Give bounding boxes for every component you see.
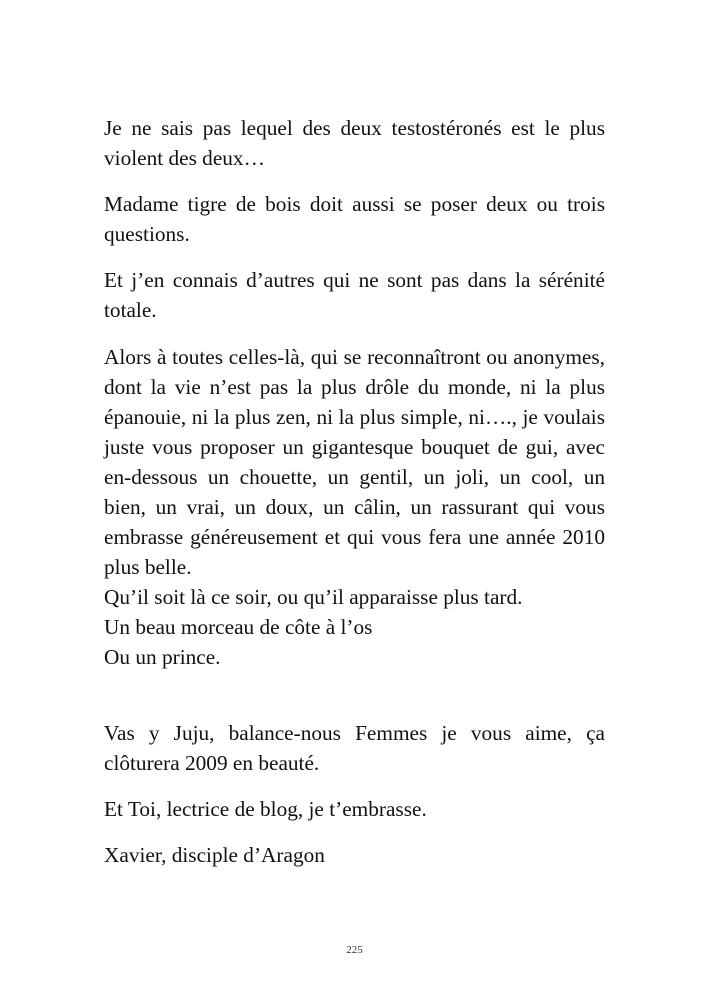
paragraph-autres: Et j’en connais d’autres qui ne sont pas dans la sérénité totale. (104, 268, 605, 322)
paragraph-lectrice: Et Toi, lectrice de blog, je t’embrasse. (104, 797, 427, 821)
bouquet-line-3: Ou un prince. (104, 645, 221, 669)
paragraph-madame-tigre: Madame tigre de bois doit aussi se poser deux ou trois questions. (104, 192, 605, 246)
bouquet-main-text: Alors à toutes celles-là, qui se reconnaîtront ou anonymes, dont la vie n’est pas la plus drôle du monde, ni la plus épanouie, ni la plus zen, ni la plus simple, ni…., je voulais juste vous proposer un gigantesque bouquet de gui, avec en-dessous un chouette, un gentil, un joli, un cool, un bien, un vrai, un doux, un câlin, un rassurant qui vous embrasse généreusement et qui vous fera une année 2010 plus belle. (104, 345, 605, 579)
paragraph-bouquet (104, 342, 605, 672)
paragraph-intro: Je ne sais pas lequel des deux testostéronés est le plus violent des deux… (104, 116, 605, 170)
bouquet-line-2: Un beau morceau de côte à l’os (104, 615, 373, 639)
paragraph-juju: Vas y Juju, balance-nous Femmes je vous aime, ça clôturera 2009 en beauté. (104, 721, 605, 775)
page-number: 225 (346, 944, 363, 956)
signature: Xavier, disciple d’Aragon (104, 843, 325, 867)
bouquet-line-1: Qu’il soit là ce soir, ou qu’il apparaisse plus tard. (104, 585, 523, 609)
